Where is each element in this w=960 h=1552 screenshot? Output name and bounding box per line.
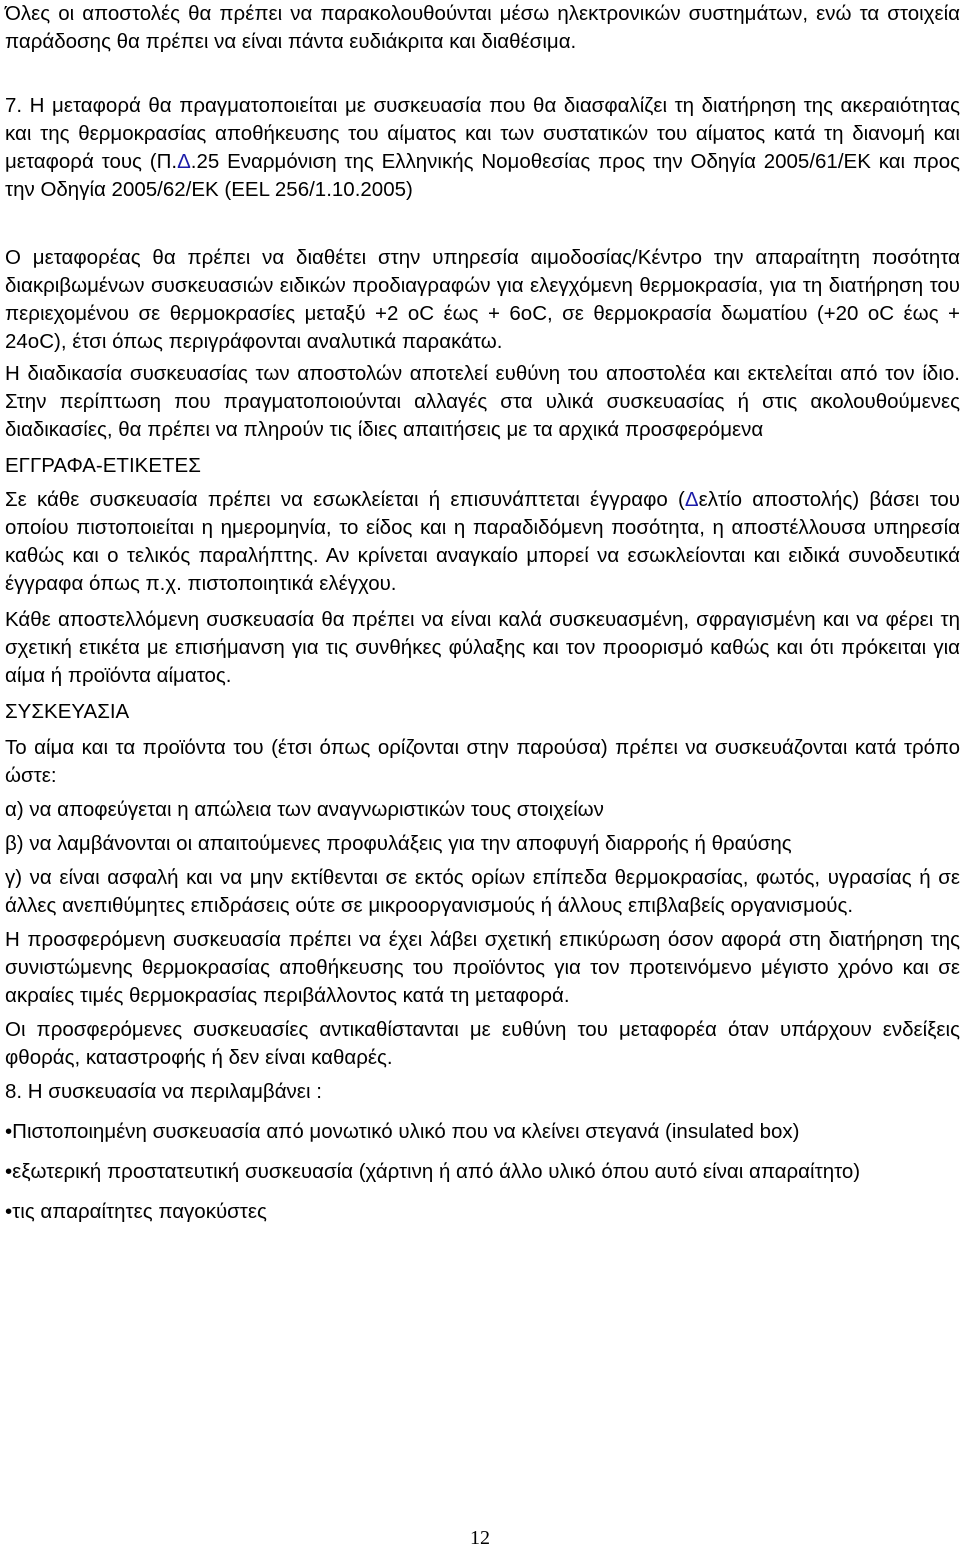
bullet-item: •εξωτερική προστατευτική συσκευασία (χάρτινη ή από άλλο υλικό όπου αυτό είναι απαραίτητο) xyxy=(5,1160,861,1183)
labels-paragraph: Κάθε αποστελλόμενη συσκευασία θα πρέπει να είναι καλά συσκευασμένη, σφραγισμένη και να φέρει τη σχετική ετικέτα με επισήμανση για τις συνθήκες φύλαξης και τον προορισμό καθώς και ότι πρόκειται για αίμα ή προϊόντα αίματος. xyxy=(5,608,960,687)
carrier-paragraph: Ο μεταφορέας θα πρέπει να διαθέτει στην υπηρεσία αιμοδοσίας/Κέντρο την απαραίτητη ποσότητα διακριβωμένων συσκευασιών ειδικών προδιαγραφών για ελεγχόμενη θερμοκρασία, για τη διατήρηση του περιεχομένου σε θερμοκρασίες μεταξύ +2 oC έως + 6oC, σε θερμοκρασία δωματίου (+20 oC έως + 24oC), έτσι όπως περιγράφονται αναλυτικά παρακάτω. xyxy=(5,246,960,353)
replacement-paragraph: Οι προσφερόμενες συσκευασίες αντικαθίστανται με ευθύνη του μεταφορέα όταν υπάρχουν ενδείξεις φθοράς, καταστροφής ή δεν είναι καθαρές. xyxy=(5,1018,960,1069)
packaging-item-b: β) να λαμβάνονται οι απαιτούμενες προφυλάξεις για την αποφυγή διαρροής ή θραύσης xyxy=(5,832,792,855)
item-7-delta: Δ xyxy=(177,150,191,173)
bullet-item: •τις απαραίτητες παγοκύστες xyxy=(5,1200,267,1223)
packaging-item-c: γ) να είναι ασφαλή και να μην εκτίθενται σε εκτός ορίων επίπεδα θερμοκρασίας, φωτός, υγρασίας ή σε άλλες ανεπιθύμητες επιδράσεις ούτε σε μικροοργανισμούς ή άλλους επιβλαβείς οργανισμούς. xyxy=(5,866,960,917)
document-page xyxy=(5,0,960,1226)
item-7-text-start: 7. Η μεταφορά θα πραγματοποιείται με συσκευασία που θα διασφαλίζει τη διατήρηση της ακεραιότητας και της θερμοκρασίας αποθήκευσης του αίματος και των συστατικών του αίματος κατά τη διανομή και μεταφορά τους (Π. xyxy=(5,94,960,173)
procedure-paragraph: Η διαδικασία συσκευασίας των αποστολών αποτελεί ευθύνη του αποστολέα και εκτελείται από τον ίδιο. Στην περίπτωση που πραγματοποιούνται αλλαγές στα υλικά συσκευασίας ή στις ακολουθούμενες διαδικασίες, θα πρέπει να πληρούν τις ίδιες απαιτήσεις με τα αρχικά προσφερόμενα xyxy=(5,362,960,441)
offered-packaging-paragraph: Η προσφερόμενη συσκευασία πρέπει να έχει λάβει σχετική επικύρωση όσον αφορά στη διατήρηση της συνιστώμενης θερμοκρασίας αποθήκευσης του προϊόντος για τον προτεινόμενο μέγιστο χρόνο και σε ακραίες τιμές θερμοκρασίας περιβάλλοντος κατά τη μεταφορά. xyxy=(5,928,960,1007)
documents-text-start: Σε κάθε συσκευασία πρέπει να εσωκλείεται ή επισυνάπτεται έγγραφο ( xyxy=(5,488,685,511)
item-8-heading: 8. Η συσκευασία να περιλαμβάνει : xyxy=(5,1080,322,1103)
packaging-heading: ΣΥΣΚΕΥΑΣΙΑ xyxy=(5,700,130,723)
packaging-intro-paragraph: Το αίμα και τα προϊόντα του (έτσι όπως ορίζονται στην παρούσα) πρέπει να συσκευάζονται κατά τρόπο ώστε: xyxy=(5,736,960,787)
documents-labels-heading: ΕΓΓΡΑΦΑ-ΕΤΙΚΕΤΕΣ xyxy=(5,454,201,477)
documents-text-end: ελτίο αποστολής) βάσει του οποίου πιστοποιείται η ημερομηνία, το είδος και η παραδιδόμενη ποσότητα, η αποστέλλουσα υπηρεσία καθώς και ο τελικός παραλήπτης. Αν κρίνεται αναγκαίο μπορεί να εσωκλείονται και ειδικά συνοδευτικά έγγραφα όπως π.χ. πιστοποιητικά ελέγχου. xyxy=(5,488,960,595)
item-7-paragraph xyxy=(5,92,960,204)
packaging-item-a: α) να αποφεύγεται η απώλεια των αναγνωριστικών τους στοιχείων xyxy=(5,798,604,821)
documents-delta: Δ xyxy=(684,488,699,511)
page-number: 12 xyxy=(470,1527,490,1549)
documents-paragraph xyxy=(5,486,960,598)
intro-paragraph: Όλες οι αποστολές θα πρέπει να παρακολουθούνται μέσω ηλεκτρονικών συστημάτων, ενώ τα στοιχεία παράδοσης θα πρέπει να είναι πάντα ευδιάκριτα και διαθέσιμα. xyxy=(5,2,960,53)
bullet-item: •Πιστοποιημένη συσκευασία από μονωτικό υλικό που να κλείνει στεγανά (insulated box) xyxy=(5,1120,800,1143)
item-7-text-end: .25 Εναρμόνιση της Ελληνικής Νομοθεσίας προς την Οδηγία 2005/61/ΕΚ και προς την Οδηγία 2005/62/ΕΚ (EEL 256/1.10.2005) xyxy=(5,150,960,201)
